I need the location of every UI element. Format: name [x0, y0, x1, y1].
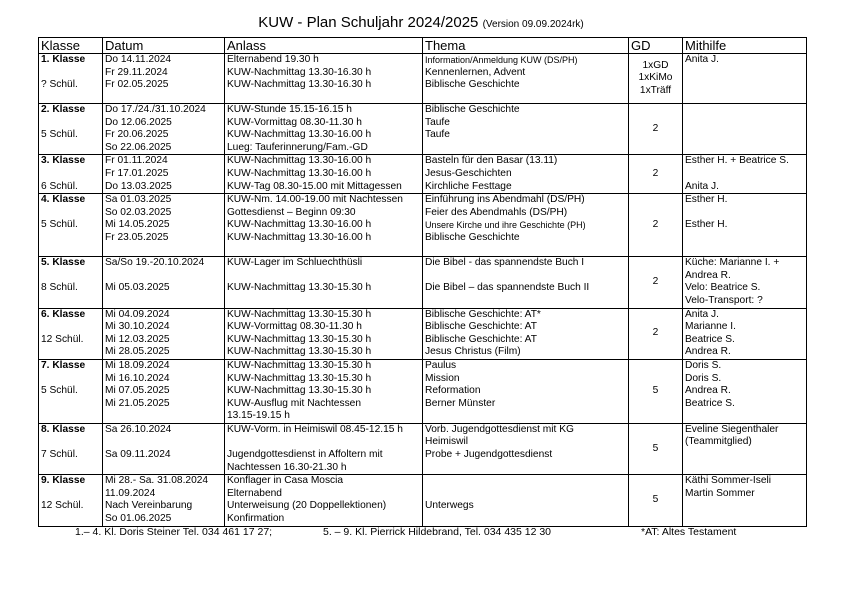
cell-mithilfe — [683, 104, 807, 155]
mithilfe-line: Marianne I. — [685, 321, 736, 333]
datum-line: Mi 28.05.2025 — [105, 346, 170, 358]
thema-line: Taufe — [425, 116, 450, 128]
thema-line: Einführung ins Abendmahl (DS/PH) — [425, 194, 585, 206]
klasse-line: 8. Klasse — [41, 423, 86, 435]
anlass-line: KUW-Nachmittag 13.30-15.30 h — [227, 282, 372, 294]
cell-anlass — [225, 475, 423, 526]
klasse-line: 5 Schül. — [41, 129, 78, 141]
cell-anlass — [225, 155, 423, 194]
cell-anlass — [225, 257, 423, 308]
cell-datum — [103, 194, 225, 257]
anlass-line: KUW-Nachmittag 13.30-15.30 h — [227, 333, 372, 345]
thema-line: Biblische Geschichte — [425, 104, 520, 115]
thema-line: Jesus Christus (Film) — [425, 346, 521, 358]
klasse-line: 2. Klasse — [41, 104, 86, 115]
datum-line: Mi 30.10.2024 — [105, 321, 170, 333]
klasse-line: 7. Klasse — [41, 359, 86, 371]
mithilfe-line: (Teammitglied) — [685, 436, 752, 448]
header-row — [39, 38, 807, 54]
datum-line: Do 17./24./31.10.2024 — [105, 104, 206, 115]
cell-thema — [423, 194, 629, 257]
cell-thema — [423, 54, 629, 104]
datum-line: Do 13.03.2025 — [105, 180, 172, 192]
klasse-line: 9. Klasse — [41, 475, 86, 487]
datum-line — [105, 270, 222, 283]
cell-datum — [103, 155, 225, 194]
thema-line — [425, 488, 626, 501]
thema-line: Biblische Geschichte: AT — [425, 321, 537, 333]
anlass-line: KUW-Stunde 15.15-16.15 h — [227, 104, 352, 115]
cell-thema — [423, 308, 629, 359]
cell-mithilfe — [683, 155, 807, 194]
mithilfe-line: Käthi Sommer-Iseli — [685, 475, 772, 487]
footer-contact-1: 1.– 4. Kl. Doris Steiner Tel. 034 461 17 27; — [75, 526, 273, 538]
datum-line: Nach Vereinbarung — [105, 500, 193, 512]
cell-gd — [629, 359, 683, 423]
mithilfe-line — [685, 168, 804, 181]
anlass-line: KUW-Nachmittag 13.30-16.00 h — [227, 155, 372, 167]
schedule-body — [39, 54, 807, 527]
thema-line: Mission — [425, 372, 460, 384]
cell-anlass — [225, 54, 423, 104]
thema-line: Jesus-Geschichten — [425, 167, 512, 179]
thema-line: Vorb. Jugendgottesdienst mit KG — [425, 423, 574, 435]
thema-line: Die Bibel – das spannendste Buch II — [425, 282, 590, 294]
datum-line: So 01.06.2025 — [105, 513, 172, 525]
klasse-line — [41, 207, 100, 220]
anlass-line: Nachtessen 16.30-21.30 h — [227, 461, 347, 473]
thema-line: Kirchliche Festtage — [425, 180, 512, 192]
klasse-line: 4. Klasse — [41, 194, 86, 206]
datum-line: Mi 21.05.2025 — [105, 397, 170, 409]
klasse-line — [41, 436, 100, 449]
table-row — [39, 308, 807, 359]
klasse-line — [41, 270, 100, 283]
anlass-line: KUW-Nachmittag 13.30-15.30 h — [227, 372, 372, 384]
cell-mithilfe — [683, 423, 807, 474]
cell-klasse — [39, 423, 103, 474]
datum-line: Mi 14.05.2025 — [105, 219, 170, 231]
mithilfe-line: Velo: Beatrice S. — [685, 282, 761, 294]
datum-line: Mi 28.- Sa. 31.08.2024 — [105, 475, 209, 487]
mithilfe-line: Andrea R. — [685, 269, 731, 281]
datum-line: Mi 04.09.2024 — [105, 308, 170, 320]
anlass-line — [227, 270, 420, 283]
anlass-line: KUW-Nachmittag 13.30-16.00 h — [227, 167, 372, 179]
mithilfe-line — [685, 207, 804, 220]
anlass-line: KUW-Vorm. in Heimiswil 08.45-12.15 h — [227, 423, 403, 435]
thema-line: Heimiswil — [425, 436, 469, 448]
table-row — [39, 475, 807, 526]
gd-line: 5 — [652, 385, 659, 397]
thema-line: Kennenlernen, Advent — [425, 66, 526, 78]
gd-line: 2 — [652, 167, 659, 179]
cell-datum — [103, 54, 225, 104]
klasse-line: 5 Schül. — [41, 219, 78, 231]
datum-line: Sa 26.10.2024 — [105, 423, 172, 435]
header-thema: Thema — [423, 38, 629, 54]
klasse-line: 8 Schül. — [41, 282, 78, 294]
cell-anlass — [225, 423, 423, 474]
gd-line: 1xGD — [642, 59, 669, 71]
datum-line: Fr 23.05.2025 — [105, 231, 169, 243]
datum-line: Mi 07.05.2025 — [105, 385, 170, 397]
cell-datum — [103, 475, 225, 526]
gd-line: 5 — [652, 442, 659, 454]
thema-line: Biblische Geschichte — [425, 79, 520, 91]
anlass-line: KUW-Lager im Schluechthüsli — [227, 257, 363, 269]
anlass-line: KUW-Nachmittag 13.30-16.00 h — [227, 231, 372, 243]
header-datum: Datum — [103, 38, 225, 54]
gd-line: 2 — [652, 218, 659, 230]
klasse-line: ? Schül. — [41, 79, 78, 91]
klasse-line: 6 Schül. — [41, 180, 78, 192]
mithilfe-line: Eveline Siegenthaler — [685, 423, 779, 435]
gd-line: 2 — [652, 276, 659, 288]
klasse-line: 12 Schül. — [41, 500, 84, 512]
datum-line: Sa/So 19.-20.10.2024 — [105, 257, 205, 269]
klasse-line: 7 Schül. — [41, 449, 78, 461]
anlass-line: Unterweisung (20 Doppellektionen) — [227, 500, 387, 512]
schedule-table — [38, 37, 807, 527]
mithilfe-line: Beatrice S. — [685, 333, 735, 345]
datum-line: Mi 18.09.2024 — [105, 359, 170, 371]
cell-gd — [629, 104, 683, 155]
anlass-line: KUW-Nm. 14.00-19.00 mit Nachtessen — [227, 194, 403, 206]
table-row — [39, 423, 807, 474]
cell-klasse — [39, 104, 103, 155]
title-main: KUW - Plan Schuljahr 2024/2025 — [258, 14, 479, 31]
thema-line: Probe + Jugendgottesdienst — [425, 449, 553, 461]
footer-contact-2: 5. – 9. Kl. Pierrick Hildebrand, Tel. 034 435 12 30 — [323, 526, 552, 538]
thema-line: Paulus — [425, 359, 457, 371]
klasse-line — [41, 168, 100, 181]
header-gd: GD — [629, 38, 683, 54]
datum-line: Mi 12.03.2025 — [105, 333, 170, 345]
thema-line: Feier des Abendmahls (DS/PH) — [425, 206, 568, 218]
mithilfe-line: Doris S. — [685, 359, 722, 371]
klasse-line: 5 Schül. — [41, 385, 78, 397]
cell-gd — [629, 475, 683, 526]
mithilfe-line: Velo-Transport: ? — [685, 294, 763, 306]
klasse-line — [41, 117, 100, 130]
anlass-line: KUW-Nachmittag 13.30-15.30 h — [227, 346, 372, 358]
cell-mithilfe — [683, 308, 807, 359]
gd-line: 5 — [652, 494, 659, 506]
gd-line: 2 — [652, 327, 659, 339]
datum-line: Do 12.06.2025 — [105, 116, 172, 128]
cell-thema — [423, 104, 629, 155]
mithilfe-line: Anita J. — [685, 308, 719, 320]
datum-line: So 22.06.2025 — [105, 141, 172, 153]
datum-line: Mi 05.03.2025 — [105, 282, 170, 294]
table-row — [39, 359, 807, 423]
thema-line — [425, 475, 626, 488]
cell-anlass — [225, 308, 423, 359]
anlass-line: 13.15-19.15 h — [227, 410, 290, 422]
cell-klasse — [39, 308, 103, 359]
mithilfe-line: Küche: Marianne I. + — [685, 257, 780, 269]
thema-line — [425, 270, 626, 283]
thema-line: Basteln für den Basar (13.11) — [425, 155, 558, 167]
cell-klasse — [39, 155, 103, 194]
thema-line: Unterwegs — [425, 500, 474, 512]
anlass-line: KUW-Nachmittag 13.30-16.30 h — [227, 79, 372, 91]
cell-klasse — [39, 359, 103, 423]
datum-line: Sa 09.11.2024 — [105, 449, 171, 461]
mithilfe-line: Anita J. — [685, 54, 719, 65]
cell-anlass — [225, 104, 423, 155]
datum-line: Fr 01.11.2024 — [105, 155, 168, 167]
cell-datum — [103, 257, 225, 308]
cell-klasse — [39, 194, 103, 257]
anlass-line: KUW-Nachmittag 13.30-15.30 h — [227, 359, 372, 371]
mithilfe-line: Esther H. + Beatrice S. — [685, 155, 789, 167]
klasse-line — [41, 321, 100, 334]
cell-klasse — [39, 257, 103, 308]
anlass-line: KUW-Vormittag 08.30-11.30 h — [227, 116, 362, 128]
title-version: (Version 09.09.2024rk) — [482, 19, 584, 30]
cell-mithilfe — [683, 194, 807, 257]
mithilfe-line: Esther H. — [685, 194, 728, 206]
cell-thema — [423, 475, 629, 526]
cell-anlass — [225, 194, 423, 257]
datum-line: Fr 20.06.2025 — [105, 129, 169, 141]
thema-line: Biblische Geschichte: AT* — [425, 308, 541, 320]
gd-line: 1xKiMo — [638, 72, 673, 84]
gd-line: 2 — [652, 122, 659, 134]
cell-datum — [103, 104, 225, 155]
klasse-line: 1. Klasse — [41, 54, 86, 65]
table-row — [39, 54, 807, 104]
cell-gd — [629, 194, 683, 257]
cell-gd — [629, 257, 683, 308]
klasse-line: 12 Schül. — [41, 333, 84, 345]
anlass-line: KUW-Vormittag 08.30-11.30 h — [227, 321, 362, 333]
cell-thema — [423, 257, 629, 308]
mithilfe-line: Andrea R. — [685, 385, 731, 397]
thema-line: Information/Anmeldung KUW (DS/PH) — [425, 55, 578, 65]
cell-thema — [423, 423, 629, 474]
table-row — [39, 194, 807, 257]
cell-mithilfe — [683, 54, 807, 104]
klasse-line: 5. Klasse — [41, 257, 86, 269]
anlass-line: Lueg: Tauferinnerung/Fam.-GD — [227, 141, 368, 153]
mithilfe-line: Beatrice S. — [685, 397, 735, 409]
cell-thema — [423, 155, 629, 194]
anlass-line: KUW-Nachmittag 13.30-16.30 h — [227, 66, 372, 78]
header-mithilfe: Mithilfe — [683, 38, 807, 54]
anlass-line: Jugendgottesdienst in Affoltern mit — [227, 449, 383, 461]
anlass-line: KUW-Ausflug mit Nachtessen — [227, 397, 361, 409]
anlass-line: Elternabend 19.30 h — [227, 54, 319, 65]
datum-line: Do 14.11.2024 — [105, 54, 172, 65]
anlass-line: KUW-Nachmittag 13.30-16.00 h — [227, 219, 372, 231]
cell-gd — [629, 54, 683, 104]
header-klasse: Klasse — [39, 38, 103, 54]
klasse-line: 3. Klasse — [41, 155, 86, 167]
cell-datum — [103, 423, 225, 474]
thema-line: Die Bibel - das spannendste Buch I — [425, 257, 585, 269]
cell-klasse — [39, 475, 103, 526]
cell-gd — [629, 423, 683, 474]
cell-mithilfe — [683, 359, 807, 423]
anlass-line: KUW-Nachmittag 13.30-15.30 h — [227, 308, 372, 320]
cell-thema — [423, 359, 629, 423]
cell-datum — [103, 308, 225, 359]
thema-line: Biblische Geschichte: AT — [425, 333, 537, 345]
datum-line: Fr 17.01.2025 — [105, 167, 169, 179]
page-title — [0, 14, 842, 31]
anlass-line: KUW-Nachmittag 13.30-15.30 h — [227, 385, 372, 397]
klasse-line — [41, 67, 100, 80]
mithilfe-line: Esther H. — [685, 219, 728, 231]
klasse-line — [41, 373, 100, 386]
datum-line: Mi 16.10.2024 — [105, 372, 170, 384]
mithilfe-line: Anita J. — [685, 180, 719, 192]
mithilfe-line: Martin Sommer — [685, 487, 755, 499]
cell-klasse — [39, 54, 103, 104]
cell-gd — [629, 308, 683, 359]
cell-gd — [629, 155, 683, 194]
thema-line: Berner Münster — [425, 397, 496, 409]
cell-mithilfe — [683, 475, 807, 526]
anlass-line: KUW-Tag 08.30-15.00 mit Mittagessen — [227, 180, 402, 192]
thema-line: Unsere Kirche und ihre Geschichte (PH) — [425, 220, 586, 231]
table-row — [39, 155, 807, 194]
datum-line: So 02.03.2025 — [105, 206, 172, 218]
cell-anlass — [225, 359, 423, 423]
datum-line — [105, 436, 222, 449]
thema-line: Reformation — [425, 385, 481, 397]
footer-note: *AT: Altes Testament — [641, 526, 737, 538]
cell-datum — [103, 359, 225, 423]
klasse-line — [41, 488, 100, 501]
mithilfe-line: Andrea R. — [685, 346, 731, 358]
datum-line: 11.09.2024 — [105, 487, 156, 499]
datum-line: Fr 02.05.2025 — [105, 79, 169, 91]
anlass-line: Konflager in Casa Moscia — [227, 475, 344, 487]
datum-line: Sa 01.03.2025 — [105, 194, 172, 206]
table-row — [39, 257, 807, 308]
anlass-line: Elternabend — [227, 487, 282, 499]
header-anlass: Anlass — [225, 38, 423, 54]
thema-line: Biblische Geschichte — [425, 231, 520, 243]
thema-line: Taufe — [425, 129, 450, 141]
table-row — [39, 104, 807, 155]
klasse-line: 6. Klasse — [41, 308, 86, 320]
anlass-line: Konfirmation — [227, 513, 285, 525]
anlass-line — [227, 436, 420, 449]
cell-mithilfe — [683, 257, 807, 308]
mithilfe-line: Doris S. — [685, 372, 722, 384]
anlass-line: KUW-Nachmittag 13.30-16.00 h — [227, 129, 372, 141]
gd-line: 1xTräff — [639, 84, 672, 96]
anlass-line: Gottesdienst – Beginn 09:30 — [227, 206, 356, 218]
datum-line: Fr 29.11.2024 — [105, 66, 168, 78]
